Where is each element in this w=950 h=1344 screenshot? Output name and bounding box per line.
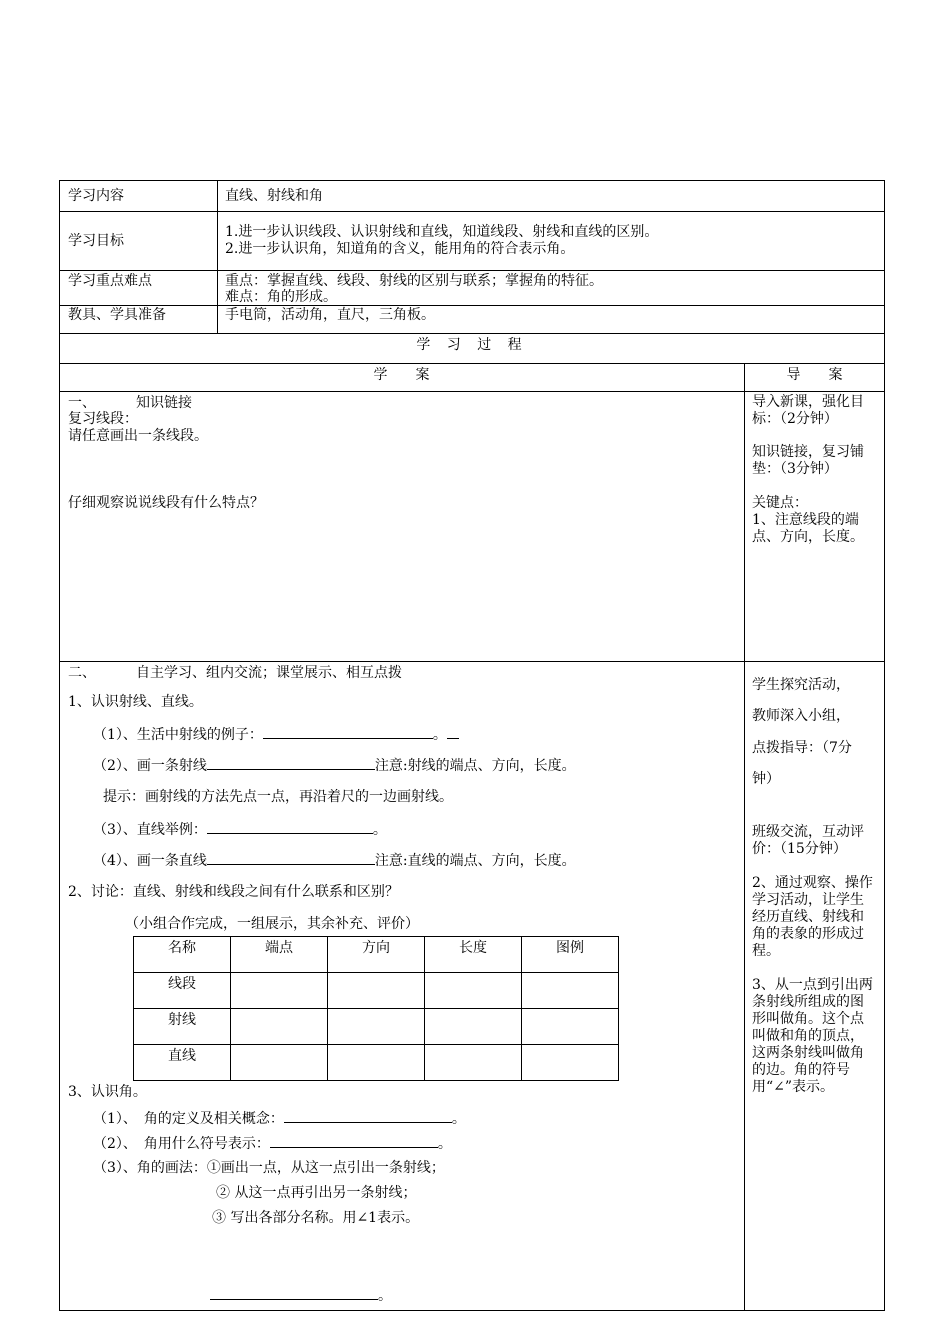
info-value-content: 直线、射线和角 <box>225 188 323 204</box>
q1-3-end: 。 <box>372 822 387 838</box>
table-header-cell: 名称 <box>134 937 231 973</box>
section2-heading-number: 二、 <box>68 665 96 681</box>
table-row-label: 直线 <box>134 1045 231 1081</box>
info-label-content: 学习内容 <box>68 188 124 204</box>
side2-activity-3: 点拨指导：（7分 <box>752 740 852 756</box>
column-header-daoan: 导 案 <box>786 367 843 383</box>
q3-3c: ③ 写出各部分名称。用∠1表示。 <box>212 1210 420 1226</box>
side2-exchange: 班级交流，互动评价：（15分钟） <box>752 824 864 857</box>
q1-2 <box>93 757 576 774</box>
q1-hint: 提示：画射线的方法先点一点，再沿着尺的一边画射线。 <box>103 789 453 805</box>
q1-3-text: （3）、直线举例： <box>93 822 207 838</box>
final-end: 。 <box>378 1288 392 1304</box>
table-cell[interactable] <box>425 1009 522 1045</box>
info-label-goals: 学习目标 <box>68 233 124 249</box>
q2-title: 2、讨论：直线、射线和线段之间有什么联系和区别？ <box>68 884 399 900</box>
side1-intro: 导入新课，强化目标：（2分钟） <box>752 394 864 427</box>
table-header-row <box>134 937 619 973</box>
row-divider <box>59 363 885 364</box>
q1-2-text: （2）、画一条射线 <box>93 758 207 774</box>
table-cell[interactable] <box>328 973 425 1009</box>
answer-blank <box>207 757 375 770</box>
q3-3: （3）、角的画法：①画出一点，从这一点引出一条射线； <box>93 1160 445 1176</box>
side1-review: 知识链接，复习铺垫：（3分钟） <box>752 444 864 477</box>
q3-1 <box>93 1110 466 1127</box>
answer-blank <box>284 1110 452 1123</box>
side2-activity-4: 钟） <box>752 771 780 787</box>
info-value-goals-2: 2.进一步认识角，知道角的含义，能用角的符合表示角。 <box>225 241 575 257</box>
final-answer-line <box>210 1287 392 1304</box>
q1-1-end: 。 <box>432 727 447 743</box>
info-value-key-points-2: 难点：角的形成。 <box>225 289 337 305</box>
table-header-cell: 端点 <box>231 937 328 973</box>
table-cell[interactable] <box>328 1045 425 1081</box>
table-header-cell: 长度 <box>425 937 522 973</box>
table-cell[interactable] <box>522 973 619 1009</box>
answer-blank <box>210 1287 378 1300</box>
answer-blank <box>207 852 375 865</box>
table-row-label: 射线 <box>134 1009 231 1045</box>
table-row <box>134 1045 619 1081</box>
side1-keypoint: 1、注意线段的端点、方向，长度。 <box>752 512 864 545</box>
table-cell[interactable] <box>328 1009 425 1045</box>
q1-2-note: 注意:射线的端点、方向，长度。 <box>374 758 576 774</box>
label-column-divider <box>217 180 218 333</box>
table-row <box>134 1009 619 1045</box>
row-divider <box>59 270 885 271</box>
q1-3 <box>93 821 387 838</box>
q3-1-end: 。 <box>451 1111 466 1127</box>
side2-angle-definition: 3、从一点到引出两条射线所组成的图形叫做角。这个点叫做和角的顶点，这两条射线叫做角的边。角的符号用“∠”表示。 <box>752 977 873 1095</box>
row-divider <box>59 211 885 212</box>
info-label-materials: 教具、学具准备 <box>68 307 166 323</box>
table-cell[interactable] <box>425 1045 522 1081</box>
section1-heading: 知识链接 <box>136 395 192 411</box>
table-header-cell: 图例 <box>522 937 619 973</box>
info-value-key-points-1: 重点：掌握直线、线段、射线的区别与联系；掌握角的特征。 <box>225 273 603 289</box>
row-divider <box>59 391 885 392</box>
q3-3b: ② 从这一点再引出另一条射线； <box>216 1185 417 1201</box>
q2-note: （小组合作完成，一组展示，其余补充、评价） <box>125 916 419 932</box>
side1-keypoint-label: 关键点： <box>752 495 808 511</box>
q1-4-note: 注意:直线的端点、方向，长度。 <box>374 853 576 869</box>
comparison-table <box>133 936 619 1081</box>
row-divider <box>59 305 885 306</box>
process-title: 学 习 过 程 <box>416 337 528 353</box>
q3-2 <box>93 1135 452 1152</box>
info-label-key-points: 学习重点难点 <box>68 273 152 289</box>
answer-blank <box>207 821 373 834</box>
q3-2-text: （2）、 角用什么符号表示： <box>93 1136 270 1152</box>
q1-4-text: （4）、画一条直线 <box>93 853 207 869</box>
table-cell[interactable] <box>425 973 522 1009</box>
q3-1-text: （1）、 角的定义及相关概念： <box>93 1111 284 1127</box>
section1-line-draw: 请任意画出一条线段。 <box>68 428 208 444</box>
table-cell[interactable] <box>231 973 328 1009</box>
table-cell[interactable] <box>522 1009 619 1045</box>
q3-title: 3、认识角。 <box>68 1084 147 1100</box>
info-value-materials: 手电筒，活动角，直尺，三角板。 <box>225 307 435 323</box>
q3-2-end: 。 <box>437 1136 452 1152</box>
table-cell[interactable] <box>231 1009 328 1045</box>
section1-line-review: 复习线段： <box>68 411 138 427</box>
q1-1-text: （1）、生活中射线的例子： <box>93 727 263 743</box>
row-divider <box>59 661 885 662</box>
row-divider <box>59 333 885 334</box>
answer-blank <box>270 1135 438 1148</box>
table-header-cell: 方向 <box>328 937 425 973</box>
side2-activity-1: 学生探究活动， <box>752 677 850 693</box>
side2-observation: 2、通过观察、操作学习活动，让学生经历直线、射线和角的表象的形成过程。 <box>752 875 873 959</box>
answer-blank <box>263 726 433 739</box>
section1-line-observe: 仔细观察说说线段有什么特点？ <box>68 495 264 511</box>
table-row <box>134 973 619 1009</box>
table-cell[interactable] <box>231 1045 328 1081</box>
side2-activity-2: 教师深入小组， <box>752 708 850 724</box>
section1-heading-number: 一、 <box>68 395 96 411</box>
info-value-goals-1: 1.进一步认识线段、认识射线和直线，知道线段、射线和直线的区别。 <box>225 224 659 240</box>
q1-4 <box>93 852 576 869</box>
table-cell[interactable] <box>522 1045 619 1081</box>
table-row-label: 线段 <box>134 973 231 1009</box>
answer-blank <box>447 726 459 739</box>
section2-heading: 自主学习、组内交流；课堂展示、相互点拨 <box>136 665 402 681</box>
q1-title: 1、认识射线、直线。 <box>68 694 203 710</box>
column-header-xuean: 学 案 <box>373 367 430 383</box>
daoan-column-divider <box>744 363 745 1311</box>
q1-1 <box>93 726 459 743</box>
